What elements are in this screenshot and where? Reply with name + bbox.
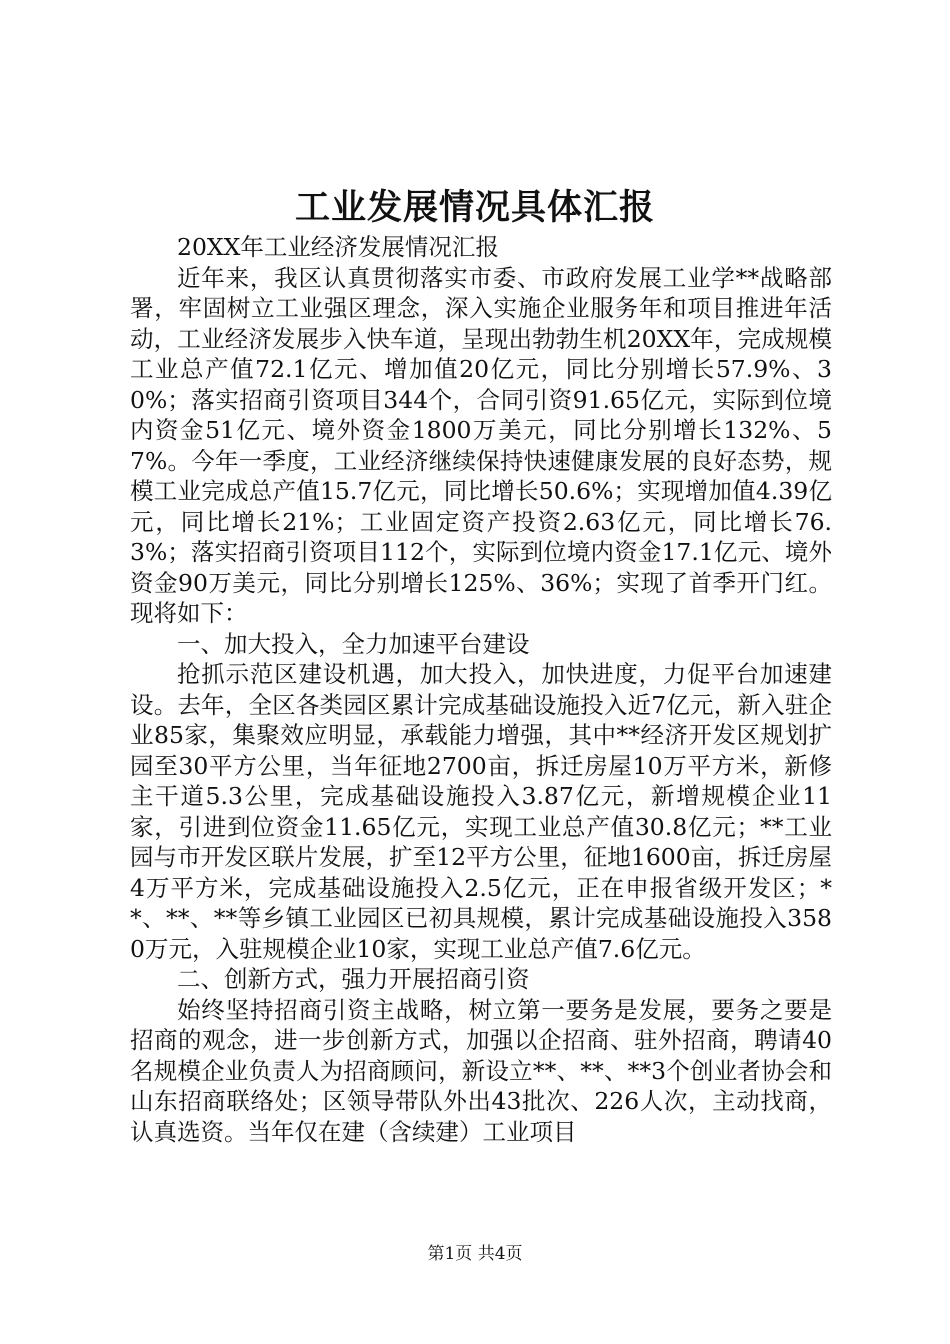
paragraph-section-2: 始终坚持招商引资主战略，树立第一要务是发展，要务之要是招商的观念，进一步创新方式，加强以企招商、驻外招商，聘请40名规模企业负责人为招商顾问，新设立**、**、**3个创业者协会和山东招商联络处；区领导带队外出43批次、226人次，主动找商，认真选资。当年仅在建（含续建）工业项目 xyxy=(130,995,832,1146)
report-subtitle: 20XX年工业经济发展情况汇报 xyxy=(177,233,499,261)
section-heading-1: 一、加大投入，全力加速平台建设 xyxy=(177,629,530,658)
document-title: 工业发展情况具体汇报 xyxy=(294,187,655,228)
document-body xyxy=(130,232,832,1147)
section-heading-2: 二、创新方式，强力开展招商引资 xyxy=(177,965,530,993)
page-footer: 第1页 共4页 xyxy=(427,1244,523,1264)
paragraph-section-1: 抢抓示范区建设机遇，加大投入，加快进度，力促平台加速建设。去年，全区各类园区累计完成基础设施投入近7亿元，新入驻企业85家，集聚效应明显，承载能力增强，其中**经济开发区规划扩园至30平方公里，当年征地2700亩，拆迁房屋10万平方米，新修主干道5.3公里，完成基础设施投入3.87亿元，新增规模企业11家，引进到位资金11.65亿元，实现工业总产值30.8亿元；**工业园与市开发区联片发展，扩至12平方公里，征地1600亩，拆迁房屋4万平方米，完成基础设施投入2.5亿元，正在申报省级开发区；**、**、**等乡镇工业园区已初具规模，累计完成基础设施投入3580万元，入驻规模企业10家，实现工业总产值7.6亿元。 xyxy=(130,660,832,963)
paragraph-intro: 近年来，我区认真贯彻落实市委、市政府发展工业学**战略部署，牢固树立工业强区理念，深入实施企业服务年和项目推进年活动，工业经济发展步入快车道，呈现出勃勃生机20XX年，完成规模工业总产值72.1亿元、增加值20亿元，同比分别增长57.9%、30%；落实招商引资项目344个，合同引资91.65亿元，实际到位境内资金51亿元、境外资金1800万美元，同比分别增长132%、57%。今年一季度，工业经济继续保持快速健康发展的良好态势，规模工业完成总产值15.7亿元，同比增长50.6%；实现增加值4.39亿元，同比增长21%；工业固定资产投资2.63亿元，同比增长76.3%；落实招商引资项目112个，实际到位境内资金17.1亿元、境外资金90万美元，同比分别增长125%、36%；实现了首季开门红。现将如下： xyxy=(130,263,832,627)
